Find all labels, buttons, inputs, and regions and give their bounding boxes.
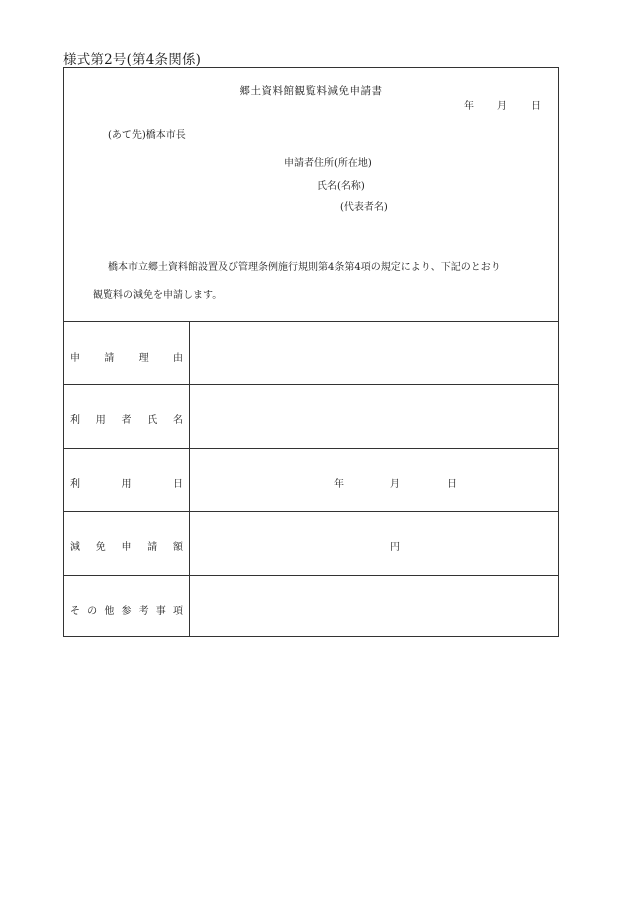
row-label-usage-date: 利 用 日	[70, 479, 183, 490]
date-month-label: 月	[497, 101, 507, 112]
applicant-representative-label: (代表者名)	[340, 202, 388, 213]
row-divider	[64, 575, 558, 576]
body-text-line-1: 橋本市立郷土資料館設置及び管理条例施行規則第4条第4項の規定により、下記のとおり	[108, 262, 501, 273]
body-text-line-2: 観覧料の減免を申請します。	[93, 290, 223, 301]
amount-unit-label: 円	[390, 542, 400, 553]
applicant-address-label: 申請者住所(所在地)	[284, 158, 372, 169]
usage-date-year-label: 年	[334, 479, 344, 490]
row-label-user-name: 利 用 者 氏 名	[70, 415, 183, 426]
date-day-label: 日	[531, 101, 541, 112]
row-label-other-notes: そ の 他 参 考 事 項	[70, 606, 183, 617]
row-label-reason: 申 請 理 由	[70, 353, 183, 364]
usage-date-month-label: 月	[390, 479, 400, 490]
row-divider	[64, 448, 558, 449]
usage-date-day-label: 日	[447, 479, 457, 490]
column-divider	[189, 321, 190, 636]
addressee: (あて先)橋本市長	[108, 130, 186, 141]
row-divider	[64, 384, 558, 385]
form-number-label: 様式第2号(第4条関係)	[63, 52, 202, 68]
header-divider	[64, 321, 558, 322]
row-divider	[64, 511, 558, 512]
row-label-exemption-amount: 減 免 申 請 額	[70, 542, 183, 553]
date-year-label: 年	[464, 101, 474, 112]
form-title: 郷土資料館観覧料減免申請書	[239, 85, 383, 97]
applicant-name-label: 氏名(名称)	[317, 181, 365, 192]
application-form	[63, 67, 559, 637]
